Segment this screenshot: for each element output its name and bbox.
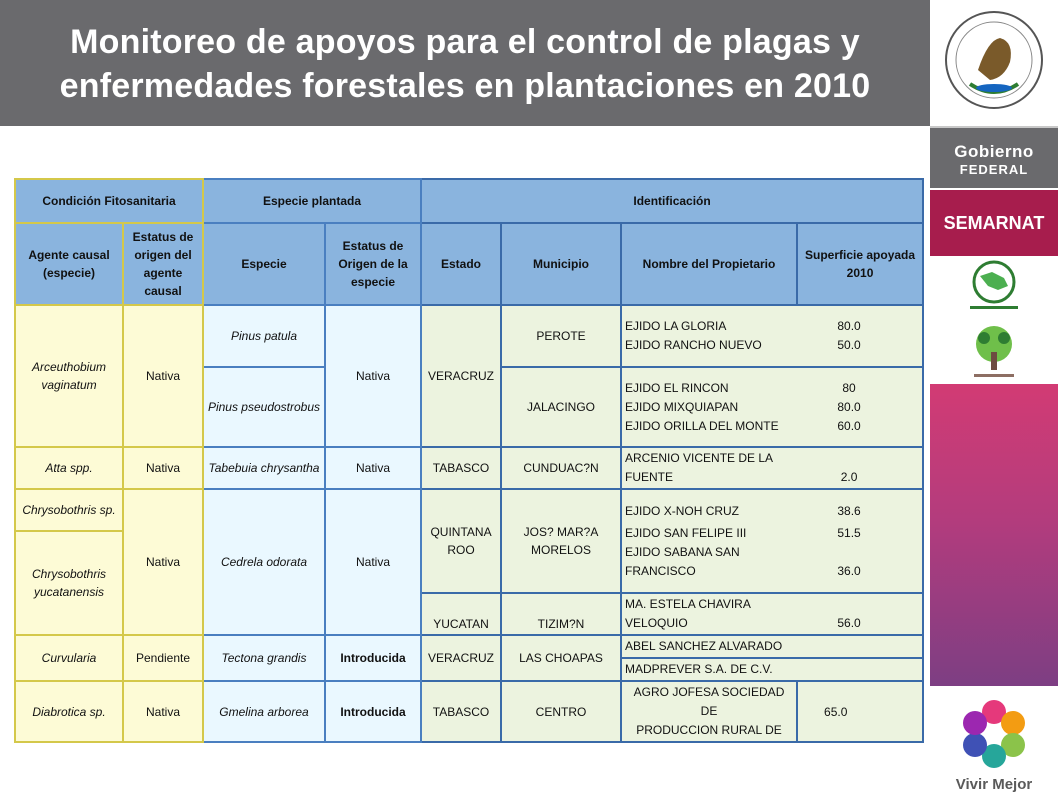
- superficie-value: 38.6: [837, 503, 861, 518]
- propietario-name: EJIDO X-NOH CRUZ: [625, 503, 740, 518]
- superficie-value: 60.0: [837, 418, 861, 433]
- cell-agente: Chrysobothris sp.: [15, 489, 123, 531]
- cell-propietarios: [621, 305, 923, 367]
- superficie-value: 51.5: [837, 525, 861, 540]
- propietario-name: PRODUCCION RURAL DE: [636, 723, 782, 737]
- propietario-name: EJIDO MIXQUIAPAN: [625, 399, 739, 414]
- cell-municipio: CUNDUAC?N: [501, 447, 621, 489]
- superficie-value: 80.0: [837, 319, 861, 333]
- cell-agente: Diabrotica sp.: [15, 681, 123, 742]
- cell-estado: YUCATAN: [421, 593, 501, 635]
- propietario-name: FRANCISCO: [625, 563, 696, 578]
- cell-especie: Cedrela odorata: [203, 489, 325, 635]
- cell-estado: TABASCO: [421, 681, 501, 742]
- table-row: [15, 681, 923, 742]
- col-estatus-agente: Estatus de origen del agente causal: [123, 223, 203, 305]
- col-propietario: Nombre del Propietario: [621, 223, 797, 305]
- cell-agente: Chrysobothris yucatanensis: [15, 531, 123, 635]
- superficie-value: 36.0: [837, 563, 861, 578]
- anio-internacional-logo: [930, 318, 1058, 384]
- sidebar-gradient-band: [930, 384, 1058, 686]
- list-item: [625, 468, 919, 487]
- cell-estatus-especie: Introducida: [325, 635, 421, 681]
- title-line-2: enfermedades forestales en plantaciones en 2010: [59, 67, 871, 105]
- cell-estatus-agente: Nativa: [123, 305, 203, 447]
- cell-agente: Curvularia: [15, 635, 123, 681]
- propietario-name: EJIDO EL RINCON: [625, 380, 729, 395]
- header-band: [0, 0, 930, 126]
- cell-propietarios: [621, 447, 923, 489]
- cell-estatus-especie: Introducida: [325, 681, 421, 742]
- cell-especie: Gmelina arborea: [203, 681, 325, 742]
- list-item: [625, 524, 919, 543]
- group-header-row: [15, 179, 923, 223]
- eagle-seal-icon: [930, 0, 1058, 126]
- sidebar: [930, 0, 1058, 812]
- cell-propietarios: [621, 593, 923, 635]
- table-row: [15, 447, 923, 489]
- cell-estado: VERACRUZ: [421, 635, 501, 681]
- table-row: [15, 489, 923, 531]
- cell-estatus-especie: Nativa: [325, 489, 421, 635]
- conafor-logo: [930, 256, 1058, 319]
- monitoring-table: [14, 178, 924, 743]
- propietario-name: ABEL SANCHEZ ALVARADO: [622, 636, 922, 659]
- cell-estatus-agente: Nativa: [123, 447, 203, 489]
- superficie-value: 80: [842, 380, 856, 395]
- cell-superficie: 65.0: [797, 681, 923, 742]
- table-row: [15, 635, 923, 681]
- vivir-mejor-text: Vivir Mejor: [955, 776, 1033, 793]
- cell-municipio: CENTRO: [501, 681, 621, 742]
- list-item: [625, 417, 919, 436]
- list-item: [625, 398, 919, 417]
- cell-estatus-agente: Pendiente: [123, 635, 203, 681]
- cell-estatus-especie: Nativa: [325, 447, 421, 489]
- cell-propietario: [621, 681, 797, 742]
- semarnat-logo: SEMARNAT: [930, 190, 1058, 256]
- cell-agente: Atta spp.: [15, 447, 123, 489]
- cell-especie: Tectona grandis: [203, 635, 325, 681]
- flower-icon: [930, 686, 1058, 776]
- title-line-1: Monitoreo de apoyos para el control de plagas y: [70, 23, 860, 61]
- propietario-name: EJIDO LA GLORIA: [625, 319, 727, 333]
- superficie-value: 80.0: [837, 399, 861, 414]
- gobierno-text: Gobierno: [954, 142, 1034, 161]
- federal-text: FEDERAL: [959, 162, 1029, 177]
- cell-propietarios: [621, 367, 923, 447]
- cell-estatus-agente: Nativa: [123, 681, 203, 742]
- superficie-value: 2.0: [840, 470, 858, 484]
- coat-of-arms-logo: [930, 0, 1058, 128]
- cell-estatus-agente: Nativa: [123, 489, 203, 635]
- col-estado: Estado: [421, 223, 501, 305]
- cell-agente: Arceuthobium vaginatum: [15, 305, 123, 447]
- propietario-name: FUENTE: [625, 470, 674, 484]
- table-row: [15, 305, 923, 367]
- propietario-name: EJIDO RANCHO NUEVO: [625, 338, 762, 352]
- cell-especie: Tabebuia chrysantha: [203, 447, 325, 489]
- list-item: [625, 317, 919, 336]
- propietario-name: MADPREVER S.A. DE C.V.: [625, 662, 773, 676]
- list-item: [625, 614, 919, 633]
- page-title: [10, 20, 920, 108]
- superficie-value: 56.0: [837, 616, 861, 630]
- cell-propietarios: [621, 635, 923, 681]
- propietario-name: AGRO JOFESA SOCIEDAD DE: [633, 685, 785, 718]
- header-condicion: Condición Fitosanitaria: [15, 179, 203, 223]
- list-item: [625, 379, 919, 398]
- cell-municipio: JOS? MAR?A MORELOS: [501, 489, 621, 593]
- cell-estatus-especie: Nativa: [325, 305, 421, 447]
- superficie-value: 50.0: [837, 338, 861, 352]
- cell-municipio: JALACINGO: [501, 367, 621, 447]
- list-item: [625, 562, 919, 581]
- cell-municipio: LAS CHOAPAS: [501, 635, 621, 681]
- col-estatus-especie: Estatus de Origen de la especie: [325, 223, 421, 305]
- cell-propietarios: [621, 489, 923, 593]
- vivir-mejor-logo: [930, 686, 1058, 812]
- col-especie: Especie: [203, 223, 325, 305]
- propietario-name: ARCENIO VICENTE DE LA: [625, 451, 774, 465]
- cell-especie: Pinus pseudostrobus: [203, 367, 325, 447]
- propietario-name: EJIDO SAN FELIPE III: [625, 525, 747, 540]
- header-identificacion: Identificación: [421, 179, 923, 223]
- cell-municipio: PEROTE: [501, 305, 621, 367]
- cell-estado: QUINTANA ROO: [421, 489, 501, 593]
- col-agente-causal: Agente causal (especie): [15, 223, 123, 305]
- cell-especie: Pinus patula: [203, 305, 325, 367]
- col-superficie: Superficie apoyada 2010: [797, 223, 923, 305]
- list-item: [625, 502, 919, 521]
- propietario-name: VELOQUIO: [625, 616, 688, 630]
- propietario-name: EJIDO ORILLA DEL MONTE: [625, 418, 779, 433]
- cell-estado: TABASCO: [421, 447, 501, 489]
- gobierno-federal-logo: [930, 128, 1058, 188]
- conafor-map-icon: [930, 256, 1058, 318]
- propietario-name: MA. ESTELA CHAVIRA: [625, 597, 751, 611]
- col-municipio: Municipio: [501, 223, 621, 305]
- list-item: [625, 336, 919, 355]
- cell-estado: VERACRUZ: [421, 305, 501, 447]
- cell-municipio: TIZIM?N: [501, 593, 621, 635]
- header-especie-plantada: Especie plantada: [203, 179, 421, 223]
- propietario-name: EJIDO SABANA SAN: [625, 544, 740, 559]
- tree-figure-icon: [930, 318, 1058, 384]
- column-header-row: [15, 223, 923, 305]
